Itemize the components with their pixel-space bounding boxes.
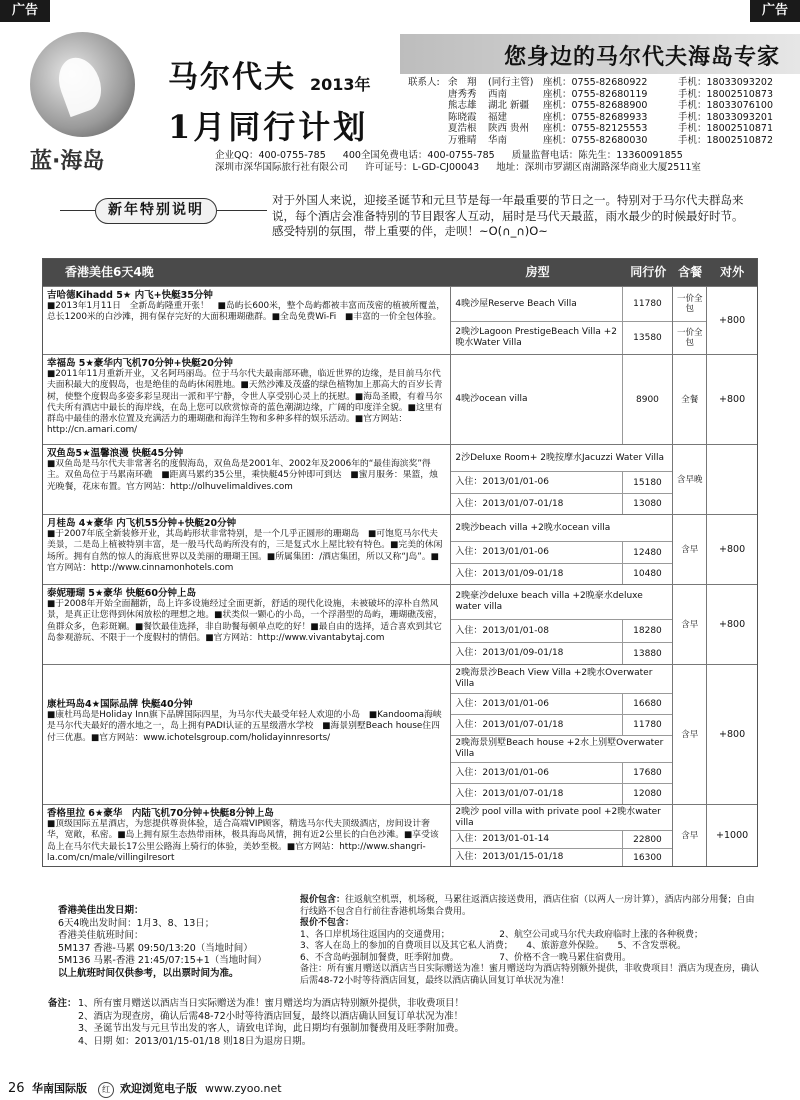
contact-tel: 座机：0755-82680922 <box>543 77 648 88</box>
room-row <box>451 445 672 471</box>
contact-list <box>408 77 798 147</box>
meal-col <box>673 355 707 444</box>
hotel-desc <box>43 287 451 354</box>
divider <box>60 210 95 211</box>
meal-cell: 全餐 <box>681 394 699 405</box>
flight-schedule-title: 香港美佳航班时间： <box>58 930 144 941</box>
contact-mobile: 手机：18002510873 <box>678 88 773 100</box>
room-list <box>451 355 673 444</box>
contact-row <box>408 77 798 89</box>
note-item: 4、日期 如：2013/01/15-01/18 则18日为退房日期。 <box>78 1035 312 1047</box>
room-row <box>451 471 672 493</box>
hotel-text: ■双鱼岛是马尔代夫非常著名的度假海岛，双鱼岛是2001年、2002年及2006年的“最佳海滨奖”得主。双鱼岛位于马累南环礁 ■距离马累约35公里，乘快艇45分钟即可到达 ■蜜月服务：果篮，烛光晚餐，花床布置。官方网站：http://olhuvelimaldives.com <box>47 459 438 492</box>
contact-area: 湖北 新疆 <box>488 100 530 112</box>
contact-tel: 座机：0755-82680030 <box>543 134 648 146</box>
excluded-line: 6、不含岛屿强制加餐费，旺季附加费。 7、价格不含一晚马累住宿费用。 <box>300 952 631 963</box>
room-date: 入住：2013/01/15-01/18 <box>451 849 622 866</box>
contact-label <box>408 135 448 147</box>
room-date: 入住：2013/01/01-06 <box>451 694 622 714</box>
room-name: 2晚沙 pool villa with private pool +2晚水water villa <box>455 806 661 828</box>
notes <box>48 998 768 1048</box>
company-info <box>215 150 795 174</box>
meal-col <box>673 515 707 584</box>
table-row <box>43 286 757 354</box>
room-row <box>451 848 672 866</box>
notes-title: 备注： <box>48 998 77 1009</box>
room-row <box>451 783 672 804</box>
contact-tel: 座机：0755-82125553 <box>543 123 648 135</box>
contact-area: 陕西 贵州 <box>488 123 530 135</box>
flight-outbound: 5M137 香港-马累 09:50/13:20（当地时间） <box>58 942 253 954</box>
room-date: 入住：2013/01/07-01/18 <box>451 715 622 735</box>
room-price: 12080 <box>633 789 662 799</box>
external-price: +800 <box>719 544 746 555</box>
hotel-name: 月桂岛 4★豪华 内飞机55分钟+快艇20分钟 <box>47 518 237 529</box>
room-name: 2沙Deluxe Room+ 2晚按摩水Jacuzzi Water Villa <box>455 452 665 463</box>
room-date: 入住：2013/01/07-01/18 <box>451 494 622 514</box>
meal-cell: 含早 <box>681 619 699 630</box>
flight-note: 以上航班时间仅供参考，以出票时间为准。 <box>58 967 239 979</box>
header-desc: 香港美佳6天4晚 <box>65 265 154 279</box>
room-name: 2晚海景沙Beach View Villa +2晚水Overwater Villa <box>455 668 653 689</box>
hotel-desc <box>43 805 451 866</box>
contact-mobile: 手机：18002510871 <box>678 123 773 135</box>
table-header <box>43 259 757 286</box>
contact-name: 陈晓霞 <box>448 111 477 123</box>
company-phone: 400全国免费电话：400-0755-785 <box>342 150 495 161</box>
contact-name: 万雅晴 <box>448 134 477 146</box>
room-date: 入住：2013/01/01-06 <box>451 472 622 493</box>
flight-return: 5M136 马累-香港 21:45/07:15+1（当地时间） <box>58 955 267 966</box>
meal-col <box>673 287 707 354</box>
hotel-text: ■于2007年底全新装修开业，其岛屿形状非常特别，是一个几乎正圆形的珊瑚岛 ■可饱览马尔代夫美景，二是岛上植被特别丰富，是一般马代岛屿所没有的，三是复式水上屋比较有特色。■完美的休闲场所。拥有自然的惊人的海底世界以及美丽的珊瑚王国。■所属集团：/酒店集团，所以又称“J岛”。■官方网站：http://www.cinnamonhotels.com <box>47 529 443 573</box>
note-item: 3、圣诞节出发与元旦节出发的客人，请致电详询，此日期均有强制加餐费用及旺季附加费。 <box>78 1023 465 1034</box>
room-row <box>451 830 672 848</box>
contact-area: 福建 <box>488 111 508 123</box>
note-item: 1、所有蜜月赠送以酒店当日实际赠送为准！蜜月赠送均为酒店特别额外提供，非收费项目！ <box>78 998 465 1009</box>
pricing-remark: 备注：所有蜜月赠送以酒店当日实际赠送为准！蜜月赠送均为酒店特别额外提供，非收费项目！酒店为现查房，确认后需48-72小时等待酒店回复，最终以酒店确认回复订单状况为准！ <box>300 964 760 986</box>
room-price: 17680 <box>633 768 662 778</box>
external-price: +800 <box>719 394 746 405</box>
special-badge: 新年特别说明 <box>95 198 217 224</box>
meal-col <box>673 805 707 866</box>
title-year: 2013年 <box>310 75 371 94</box>
company-qq: 企业QQ：400-0755-785 <box>215 150 326 161</box>
room-row <box>451 762 672 783</box>
contact-area: 西南 <box>488 88 508 100</box>
room-list <box>451 515 673 584</box>
footer-brand: 华南国际版 <box>32 1082 87 1095</box>
table-row <box>43 514 757 584</box>
contact-label <box>408 89 448 101</box>
room-row <box>451 619 672 642</box>
meal-cell: 含早 <box>681 830 699 841</box>
contact-name: 夏浩根 <box>448 123 477 135</box>
room-list <box>451 287 673 354</box>
room-row <box>451 541 672 563</box>
room-price: 18280 <box>633 626 662 636</box>
contact-label: 联系人: <box>408 77 440 88</box>
company-name: 深圳市深华国际旅行社有限公司 <box>215 162 349 173</box>
room-price: 13080 <box>633 499 662 509</box>
meal-col <box>673 585 707 664</box>
table-row <box>43 664 757 804</box>
room-name: 2晚沙beach villa +2晚水ocean villa <box>455 522 611 533</box>
table-row <box>43 444 757 514</box>
meal-col <box>673 665 707 804</box>
room-price: 11780 <box>633 299 662 309</box>
room-price: 22800 <box>633 834 662 845</box>
table-row <box>43 804 757 866</box>
company-supervisor: 质量监督电话：陈先生：13360091855 <box>511 150 683 161</box>
room-name: 2晚海景别墅Beach house +2水上别墅Overwater Villa <box>455 738 664 759</box>
footer-url[interactable]: www.zyoo.net <box>205 1082 282 1095</box>
room-price: 15180 <box>633 477 662 488</box>
room-row <box>451 714 672 735</box>
room-date: 入住：2013/01/01-08 <box>451 620 622 642</box>
table-row <box>43 354 757 444</box>
contact-label <box>408 123 448 135</box>
room-date: 入住：2013/01/09-01/18 <box>451 643 622 664</box>
hotel-text: ■2011年11月重新开业，又名阿玛丽岛。位于马尔代夫最南部环礁，临近世界的边缘，是目前马尔代夫面积最大的度假岛，也是绝佳的岛屿休闲胜地。■天然沙滩及茂盛的绿色植物加上那高大的百岁长青树，使整个度假岛多姿多彩呈现出一派和平宁静，令世人享受别心灵上的抚慰。■海岛圣殿，有着马尔代夫所有酒店中最长的海岸线，在岛上您可以欣赏惊奇的蓝色潮湖边缘，广阔的印度洋全貌。■这里有群岛中最佳的潜水位置及充满活力的珊瑚礁和海洋生物和多种多样的娱乐活动。■官方网站：http://cn.amari.com/ <box>47 369 443 436</box>
external-price: +800 <box>719 619 746 630</box>
room-date: 入住：2013/01/07-01/18 <box>451 784 622 804</box>
room-list <box>451 665 673 804</box>
red-circle-icon: 红 <box>98 1082 114 1098</box>
hotel-text: ■康杜玛岛是Holiday Inn旗下品牌国际四星，为马尔代夫最受年轻人欢迎的小岛 ■Kandooma海峡是马尔代夫最好的潜水地之一，岛上拥有PADI认证的五星级潜水学校 ■海景别墅Beach house住四付三优惠。■官方网站：www.ichotelsgroup.com/holidayinnresorts/ <box>47 710 442 743</box>
hotel-name: 康杜玛岛4★国际品牌 快艇40分钟 <box>47 699 193 710</box>
room-row <box>451 693 672 714</box>
room-row <box>451 735 672 762</box>
flight-date-title: 香港美佳出发日期： <box>58 905 144 916</box>
meal-cell: 一价全包 <box>673 321 706 354</box>
contact-mobile: 手机：18002510872 <box>678 134 773 146</box>
external-price: +800 <box>719 315 746 326</box>
hotel-text: ■于2008年开始全面翻新，岛上许多设施经过全面更新，舒适的现代化设施，未被破坏的淳朴自然风景，是真正让您得到休闲放松的理想之地。■状类似一颗心的小岛，一个浮潜型的岛屿，珊瑚礁茂密，鱼群众多，色彩斑斓。■餐饮最佳选择，非自助餐每顿单点吃的好！■最自由的选择，适合喜欢到其它岛参观游玩、不限于一个度假村的情侣。■官方网站：http://www.vivantabytaj.com <box>47 599 443 643</box>
hotel-name: 双鱼岛5★温馨浪漫 快艇45分钟 <box>47 448 184 459</box>
room-list <box>451 805 673 866</box>
contact-name: 余 翔 <box>448 77 477 88</box>
contact-row <box>408 123 798 135</box>
ad-strip <box>0 0 800 22</box>
hotel-desc <box>43 585 451 664</box>
room-list <box>451 585 673 664</box>
contact-name: 熊志雄 <box>448 100 477 112</box>
divider <box>217 210 267 211</box>
room-date: 入住：2013/01/01-06 <box>451 542 622 563</box>
room-date: 入住：2013/01/01-06 <box>451 763 622 783</box>
contact-label <box>408 112 448 124</box>
hotel-desc <box>43 665 451 804</box>
contact-row <box>408 112 798 124</box>
room-price: 13880 <box>633 648 662 659</box>
contact-tel: 座机：0755-82689933 <box>543 111 648 123</box>
room-price: 11780 <box>633 720 662 730</box>
special-text: 对于外国人来说，迎接圣诞节和元旦节是每一年最重要的节日之一。特别对于马尔代夫群岛来说，每个酒店会准备特别的节目跟客人互动，届时是马代天最蓝，雨水最少的时候最好时节。感受特别的氛围，带上重要的伴，走呗！~O(∩_∩)O~ <box>272 193 744 238</box>
logo <box>20 32 150 182</box>
room-row <box>451 287 672 321</box>
external-price: +800 <box>719 729 746 740</box>
room-price: 8900 <box>636 394 659 405</box>
room-price: 13580 <box>633 333 662 343</box>
contact-mobile: 手机：18033076100 <box>678 100 773 112</box>
external-price: +1000 <box>716 830 749 841</box>
hotel-desc <box>43 445 451 514</box>
hotel-name: 幸福岛 5★豪华内飞机70分钟+快艇20分钟 <box>47 358 233 369</box>
excluded-line: 1、各口岸机场往返国内的交通费用； 2、航空公司或马尔代夫政府临时上涨的各种税费； <box>300 929 703 940</box>
room-row <box>451 515 672 541</box>
room-date: 入住：2013/01/09-01/18 <box>451 564 622 584</box>
room-name: 2晚沙Lagoon PrestigeBeach Villa +2晚水Water Villa <box>451 322 622 354</box>
footer <box>0 1078 800 1100</box>
meal-cell: 含早晚 <box>677 474 703 485</box>
contact-tel: 座机：0755-82688900 <box>543 100 648 112</box>
header-price: 同行价 <box>630 265 667 279</box>
room-row <box>451 805 672 830</box>
ad-label-right: 广告 <box>750 0 800 22</box>
ad-label-left: 广告 <box>0 0 50 22</box>
contact-tel: 座机：0755-82680119 <box>543 88 648 100</box>
contact-mobile: 手机：18033093202 <box>678 77 773 88</box>
contact-mobile: 手机：18033093201 <box>678 111 773 123</box>
title-line1: 马尔代夫 <box>168 60 296 95</box>
contact-area: (同行主管) <box>488 77 534 88</box>
room-list <box>451 445 673 514</box>
hotel-desc <box>43 355 451 444</box>
pricing-info <box>300 895 760 987</box>
meal-col <box>673 445 707 514</box>
header-meal: 含餐 <box>678 265 703 279</box>
header-room: 房型 <box>525 265 550 279</box>
included-title: 报价包含： <box>300 895 346 905</box>
room-row <box>451 493 672 514</box>
hotel-text: ■2013年1月11日 全新岛屿隆重开张！ ■岛屿长600米，整个岛屿都被丰富而茂密的植被所覆盖，总长1200米的白沙滩，拥有保存完好的大面积珊瑚礁群。■全岛免费Wi-Fi ■丰富的一价全包体验。 <box>47 301 446 323</box>
company-address: 地址：深圳市罗湖区南湖路深华商业大厦2511室 <box>496 162 701 173</box>
header <box>0 22 800 187</box>
room-name: 4晚沙屋Reserve Beach Villa <box>451 287 622 321</box>
slogan-banner <box>400 34 800 74</box>
page-number: 26 <box>8 1081 25 1096</box>
flight-dates: 6天4晚出发时间：1月3、8、13日； <box>58 917 215 929</box>
hotel-desc <box>43 515 451 584</box>
hotel-name: 吉哈德Kihadd 5★ 内飞+快艇35分钟 <box>47 290 213 301</box>
meal-cell: 含早 <box>681 544 699 555</box>
contact-row <box>408 89 798 101</box>
room-date: 入住：2013/01-01-14 <box>451 831 622 848</box>
room-row <box>451 665 672 693</box>
hotel-name: 泰妮珊瑚 5★豪华 快艇60分钟上岛 <box>47 588 196 599</box>
header-external: 对外 <box>720 265 745 279</box>
note-item: 2、酒店为现查房，确认后需48-72小时等待酒店回复，最终以酒店确认回复订单状况为准！ <box>78 1010 464 1022</box>
table-row <box>43 584 757 664</box>
room-price: 12480 <box>633 547 662 558</box>
flight-info <box>58 905 298 980</box>
room-row <box>451 585 672 619</box>
room-row <box>451 321 672 354</box>
room-name: 2晚豪沙deluxe beach villa +2晚豪水deluxe water villa <box>455 591 643 612</box>
special-note <box>0 190 800 250</box>
contact-area: 华南 <box>488 134 508 146</box>
contact-label <box>408 100 448 112</box>
footer-welcome: 欢迎浏览电子版 <box>120 1082 197 1095</box>
room-row <box>451 563 672 584</box>
included-text: 往返航空机票，机场税，马累往返酒店接送费用，酒店住宿（以两人一房计算），酒店内部分用餐；自由行线路不包含自行前往香港机场集合费用。 <box>300 895 755 917</box>
room-price: 16680 <box>633 699 662 709</box>
contact-row <box>408 135 798 147</box>
contact-row <box>408 100 798 112</box>
logo-text: 蓝·海岛 <box>30 149 105 174</box>
excluded-line: 3、客人在岛上的参加的自费项目以及其它私人消费； 4、旅游意外保险。 5、不含发票税。 <box>300 941 687 951</box>
meal-cell: 一价全包 <box>677 294 703 314</box>
excluded-title: 报价不包含： <box>300 918 355 928</box>
hotel-name: 香格里拉 6★豪华 内陆飞机70分钟+快艇8分钟上岛 <box>47 808 274 819</box>
room-price: 16300 <box>633 852 662 863</box>
room-row <box>451 355 672 444</box>
room-row <box>451 642 672 664</box>
room-price: 10480 <box>633 569 662 579</box>
external-price <box>707 445 757 514</box>
title-line2: 1月同行计划 <box>168 108 369 146</box>
slogan-text: 您身边的马尔代夫海岛专家 <box>503 45 780 70</box>
meal-cell: 含早 <box>681 729 699 740</box>
contact-name: 唐秀秀 <box>448 88 477 100</box>
hotel-text: ■顶级国际五星酒店，为您提供尊贵体验，适合高端VIP顾客，精选马尔代夫顶级酒店，房间设计奢华，宽敞，私密。■岛上拥有原生态热带雨林，极具海岛风情，拥有近2公里长的白色沙滩。■享受该岛上在马尔代夫最长17公里公路海上骑行的体验，美妙至极。■官方网站：http://www.shangri-la.com/cn/male/villingilresort <box>47 819 439 863</box>
price-table <box>42 258 758 867</box>
company-license: 许可证号：L-GD-CJ00043 <box>365 162 480 173</box>
room-name: 4晚沙ocean villa <box>451 355 622 444</box>
